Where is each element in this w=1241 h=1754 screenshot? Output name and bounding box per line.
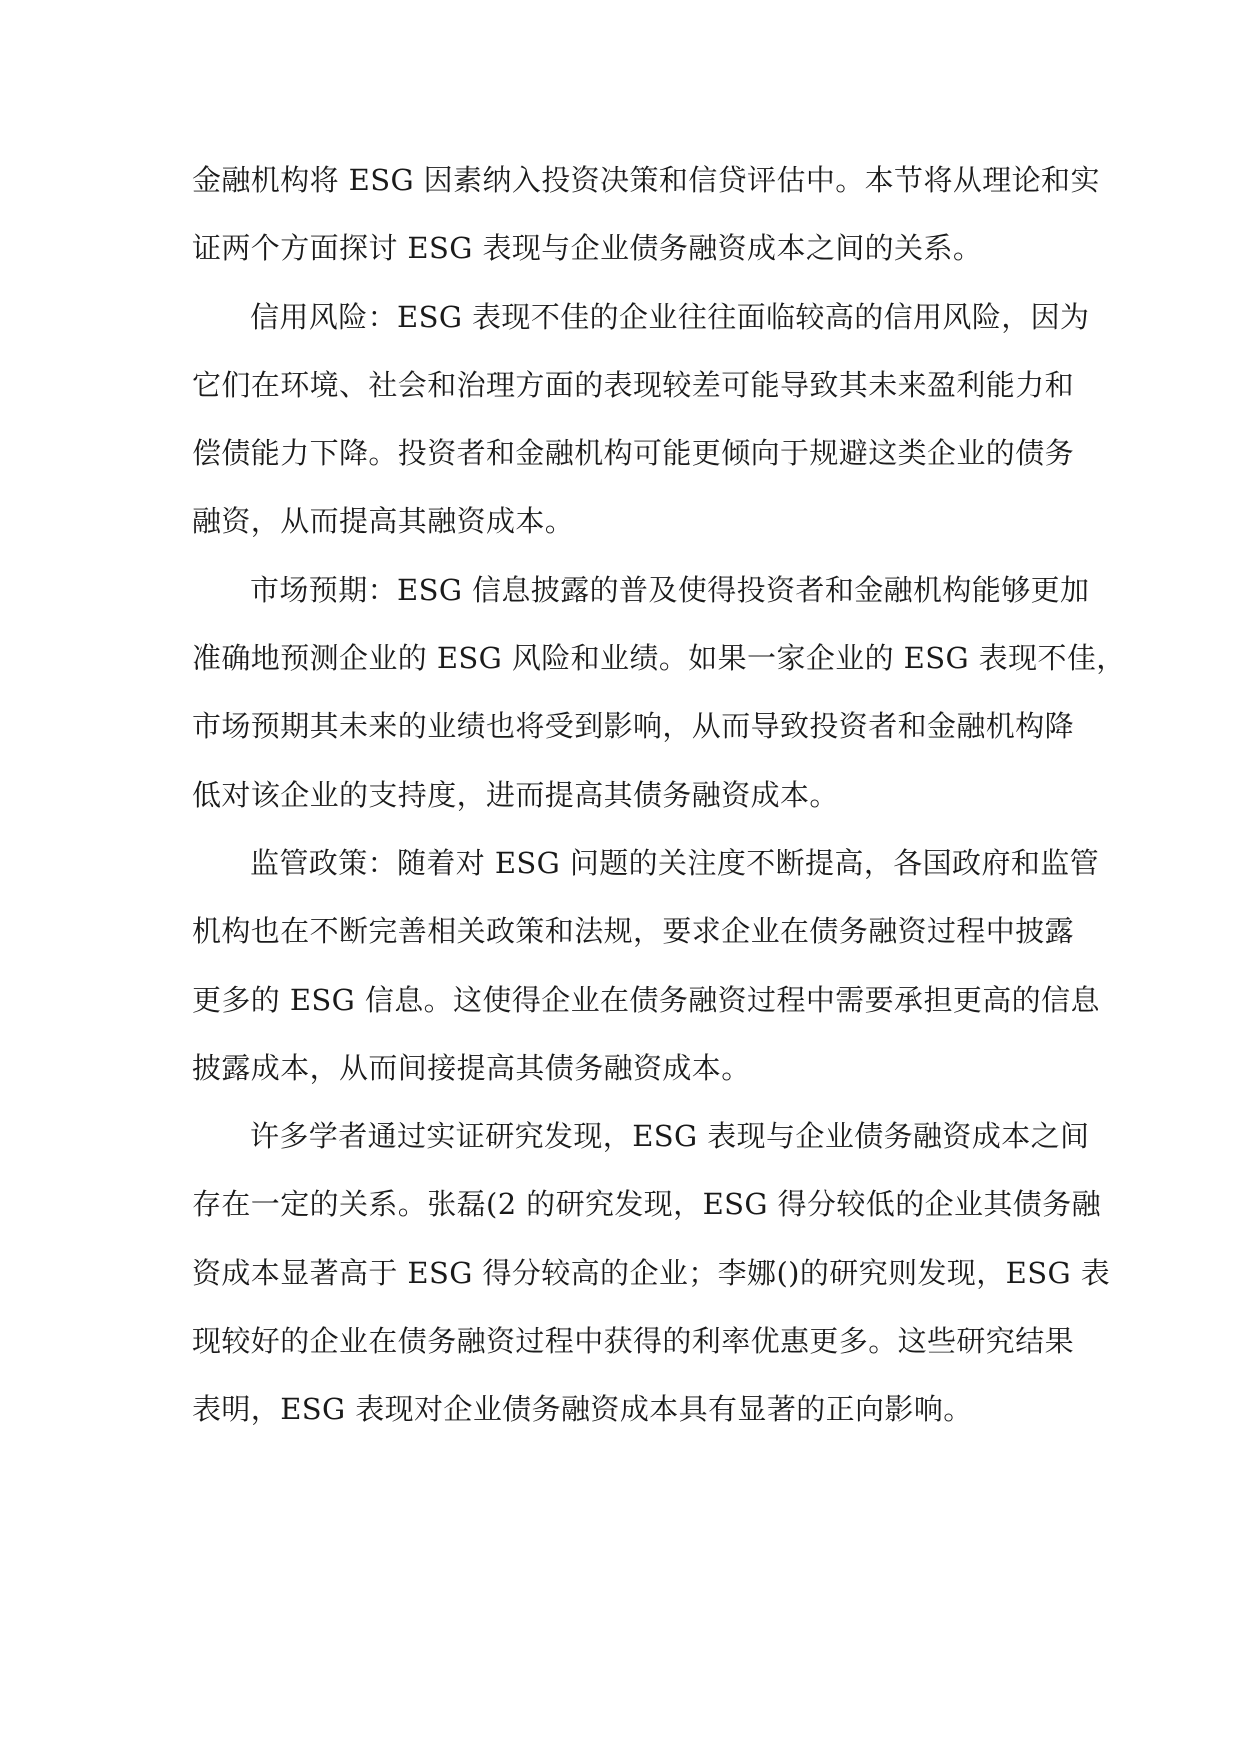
text-line: 机构也在不断完善相关政策和法规，要求企业在债务融资过程中披露 — [192, 914, 1075, 949]
paragraph-intro — [192, 146, 1100, 283]
text-line: 表明，ESG 表现对企业债务融资成本具有显著的正向影响。 — [192, 1392, 973, 1427]
text-line: 准确地预测企业的 ESG 风险和业绩。如果一家企业的 ESG 表现不佳， — [192, 641, 1126, 676]
text-line: 市场预期：ESG 信息披露的普及使得投资者和金融机构能够更加 — [250, 572, 1090, 607]
text-line: 披露成本，从而间接提高其债务融资成本。 — [192, 1050, 751, 1085]
body-text — [192, 146, 1126, 1444]
text-line: 市场预期其未来的业绩也将受到影响，从而导致投资者和金融机构降 — [192, 709, 1075, 744]
text-line: 许多学者通过实证研究发现，ESG 表现与企业债务融资成本之间 — [250, 1119, 1090, 1154]
text-line: 融资，从而提高其融资成本。 — [192, 504, 575, 539]
text-line: 存在一定的关系。张磊(2 的研究发现，ESG 得分较低的企业其债务融 — [192, 1187, 1102, 1222]
paragraph-credit-risk — [192, 283, 1090, 556]
text-line: 信用风险：ESG 表现不佳的企业往往面临较高的信用风险，因为 — [250, 299, 1090, 334]
paragraph-market-expectation — [192, 556, 1126, 829]
text-line: 证两个方面探讨 ESG 表现与企业债务融资成本之间的关系。 — [192, 231, 983, 266]
text-line: 低对该企业的支持度，进而提高其债务融资成本。 — [192, 777, 839, 812]
text-line: 更多的 ESG 信息。这使得企业在债务融资过程中需要承担更高的信息 — [192, 982, 1100, 1017]
text-line: 资成本显著高于 ESG 得分较高的企业；李娜()的研究则发现，ESG 表 — [192, 1255, 1111, 1290]
text-line: 监管政策：随着对 ESG 问题的关注度不断提高，各国政府和监管 — [250, 845, 1100, 880]
text-line: 现较好的企业在债务融资过程中获得的利率优惠更多。这些研究结果 — [192, 1324, 1075, 1359]
text-line: 金融机构将 ESG 因素纳入投资决策和信贷评估中。本节将从理论和实 — [192, 163, 1100, 197]
text-line: 它们在环境、社会和治理方面的表现较差可能导致其未来盈利能力和 — [192, 367, 1075, 402]
paragraph-empirical-research — [192, 1102, 1111, 1443]
text-line: 偿债能力下降。投资者和金融机构可能更倾向于规避这类企业的债务 — [192, 436, 1075, 471]
paragraph-regulatory-policy — [192, 829, 1100, 1102]
